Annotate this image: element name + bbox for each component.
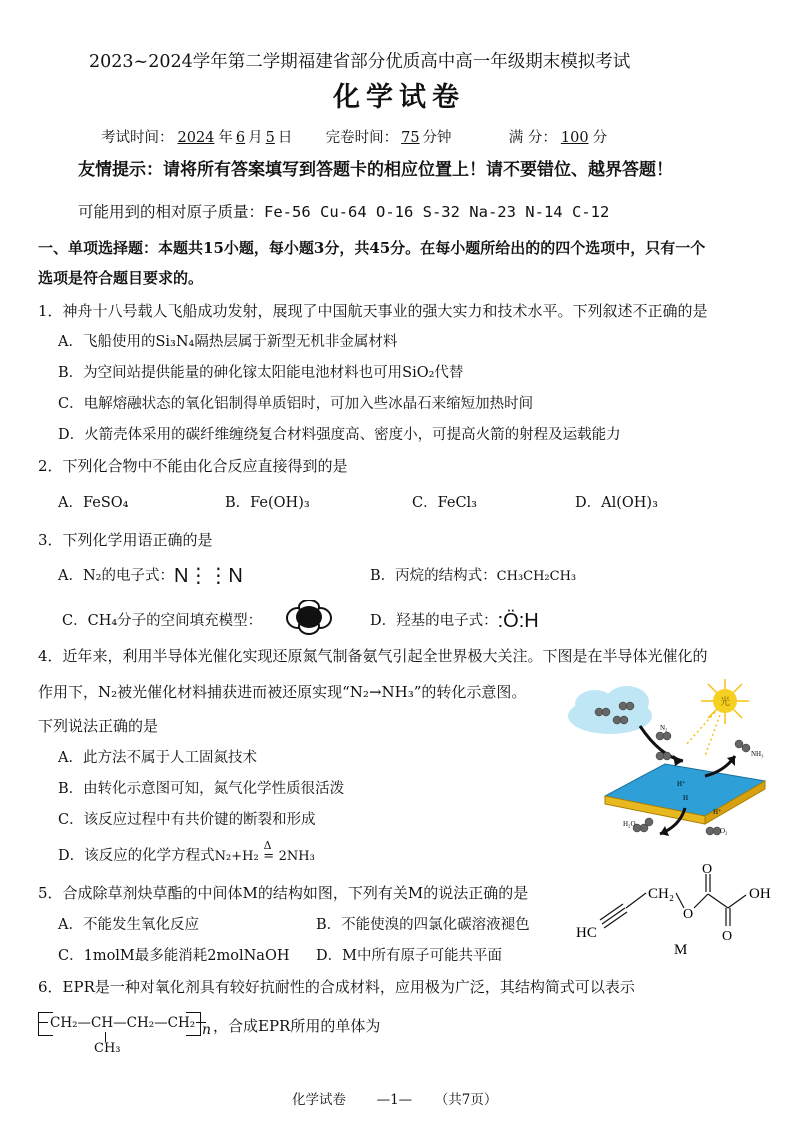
h-label-2: H <box>683 794 689 802</box>
q3-d-text: D．羟基的电子式： <box>370 613 498 629</box>
q4-option-c: C．该反应过程中有共价键的断裂和形成 <box>58 812 316 828</box>
n2-label: N₂ <box>660 724 668 732</box>
q4-d-products: 2NH₃ <box>278 849 315 864</box>
q1-option-d: D．火箭壳体采用的碳纤维缠绕复合材料强度高、密度小，可提高火箭的射程及运载能力 <box>58 427 621 443</box>
h2o-label: H₂O <box>623 820 636 828</box>
day-value: 5 <box>265 130 275 146</box>
q3-stem: 3．下列化学用语正确的是 <box>38 531 213 549</box>
friendly-hint: 友情提示：请将所有答案填写到答题卡的相应位置上！请不要错位、越界答题！ <box>78 160 673 180</box>
duration-value: 75 <box>401 130 420 146</box>
hc-label: HC <box>576 925 597 941</box>
q3-b-text: B．丙烷的结构式： <box>370 568 497 584</box>
q3-b-formula: CH₃CH₂CH₃ <box>496 569 577 584</box>
m-label: M <box>674 942 688 958</box>
q5-option-d: D．M中所有原子可能共平面 <box>316 948 502 964</box>
q6-suffix: ，合成EPR所用的单体为 <box>213 1017 381 1035</box>
oh-label: OH <box>749 886 771 902</box>
month-unit: 月 <box>248 130 263 146</box>
score-value: 100 <box>560 130 589 146</box>
footer-page: —1— <box>376 1092 413 1108</box>
q4-option-d: D．该反应的化学方程式N₂+H₂ Δ = 2NH₃ <box>58 846 315 867</box>
carbonyl-oxygen-bottom: O <box>722 929 733 944</box>
nh3-label: NH₃ <box>751 750 764 758</box>
q5-option-c: C．1molM最多能消耗2molNaOH <box>58 948 290 964</box>
exam-meta <box>101 128 607 148</box>
q6-stem: 6．EPR是一种对氧化剂具有较好抗耐性的合成材料，应用极为广泛，其结构简式可以表示 <box>38 978 635 996</box>
section-title-line1: 一、单项选择题：本题共15小题，每小题3分，共45分。在每小题所给出的的四个选项中，只有一个 <box>38 239 706 257</box>
q1-option-c: C．电解熔融状态的氧化铝制得单质铝时，可加入些冰晶石来缩短加热时间 <box>58 396 534 412</box>
ether-oxygen-label: O <box>683 907 694 922</box>
year-unit: 年 <box>218 130 233 146</box>
epr-formula: CH₂—CH—CH₂—CH₂ <box>50 1015 196 1031</box>
q5-option-a: A．不能发生氧化反应 <box>58 917 199 933</box>
year-value: 2024 <box>177 130 215 146</box>
carbonyl-oxygen-top: O <box>702 862 713 877</box>
h-plus-label: H⁺ <box>713 808 722 816</box>
q3-option-b <box>370 566 576 587</box>
q4-option-b: B．由转化示意图可知，氮气化学性质很活泼 <box>58 781 345 797</box>
h-label-1: H⁺ <box>677 780 686 788</box>
q3-a-formula: N⋮⋮N <box>173 565 243 587</box>
score-label: 满 分： <box>508 130 557 146</box>
duration-unit: 分钟 <box>422 130 452 146</box>
epr-n-label: n <box>202 1022 212 1038</box>
ch2-label: CH₂ <box>648 886 675 902</box>
o2-label: O₂ <box>720 827 728 835</box>
q4-question: 下列说法正确的是 <box>38 717 159 735</box>
month-value: 6 <box>235 130 246 146</box>
q3-a-text: A．N₂的电子式： <box>58 568 174 584</box>
exam-title: 2023~2024学年第二学期福建省部分优质高中高一年级期末模拟考试 <box>89 52 631 72</box>
q4-d-reactants: N₂+H₂ <box>214 849 259 864</box>
q5-option-b: B．不能使溴的四氯化碳溶液褪色 <box>316 917 530 933</box>
q2-option-c: C．FeCl₃ <box>412 495 477 511</box>
time-label: 考试时间： <box>101 130 174 146</box>
q4-d-prefix: D．该反应的化学方程式 <box>58 848 215 864</box>
q2-option-a: A．FeSO₄ <box>58 495 129 511</box>
q1-option-b: B．为空间站提供能量的砷化镓太阳能电池材料也可用SiO₂代替 <box>58 365 464 381</box>
q2-option-b: B．Fe(OH)₃ <box>225 495 310 511</box>
q3-option-c: C．CH₄分子的空间填充模型： <box>62 613 263 629</box>
q4-stem-line1: 4．近年来，利用半导体光催化实现还原氮气制备氨气引起全世界极大关注。下图是在半导体光催化的 <box>38 647 708 665</box>
q3-option-a <box>58 566 243 586</box>
score-unit: 分 <box>592 130 608 146</box>
q3-d-formula: :Ö:H <box>497 610 539 632</box>
q4-stem-line2: 作用下，N₂被光催化材料捕获进而被还原实现“N₂→NH₃”的转化示意图。 <box>38 683 527 701</box>
q1-option-a: A．飞船使用的Si₃N₄隔热层属于新型无机非金属材料 <box>58 334 398 350</box>
q3-option-d <box>370 611 539 631</box>
atomic-masses: 可能用到的相对原子质量：Fe-56 Cu-64 O-16 S-32 Na-23 N-14 C-12 <box>78 203 610 221</box>
q4-option-a: A．此方法不属于人工固氮技术 <box>58 750 257 766</box>
section-title-line2: 选项是符合题目要求的。 <box>38 269 204 287</box>
methane-space-filling-model <box>278 600 340 636</box>
q1-stem: 1．神舟十八号载人飞船成功发射，展现了中国航天事业的强大实力和技术水平。下列叙述不正确的是 <box>38 302 708 320</box>
q5-stem: 5．合成除草剂炔草酯的中间体M的结构如图，下列有关M的说法正确的是 <box>38 884 529 902</box>
photocatalysis-diagram <box>565 676 780 841</box>
epr-structure <box>38 1008 398 1058</box>
molecule-m-structure <box>568 862 783 962</box>
q2-option-d: D．Al(OH)₃ <box>575 495 658 511</box>
day-unit: 日 <box>277 130 293 146</box>
footer-subject: 化学试卷 <box>292 1092 346 1108</box>
epr-branch: CH₃ <box>94 1041 121 1056</box>
q4-d-condition: Δ <box>263 839 272 852</box>
duration-label: 完卷时间： <box>325 130 399 146</box>
sun-label: 光 <box>720 697 730 708</box>
footer-total: （共7页） <box>434 1092 498 1108</box>
page-footer <box>292 1090 497 1110</box>
q2-stem: 2．下列化合物中不能由化合反应直接得到的是 <box>38 457 348 475</box>
subject-title: 化学试卷 <box>333 82 465 113</box>
